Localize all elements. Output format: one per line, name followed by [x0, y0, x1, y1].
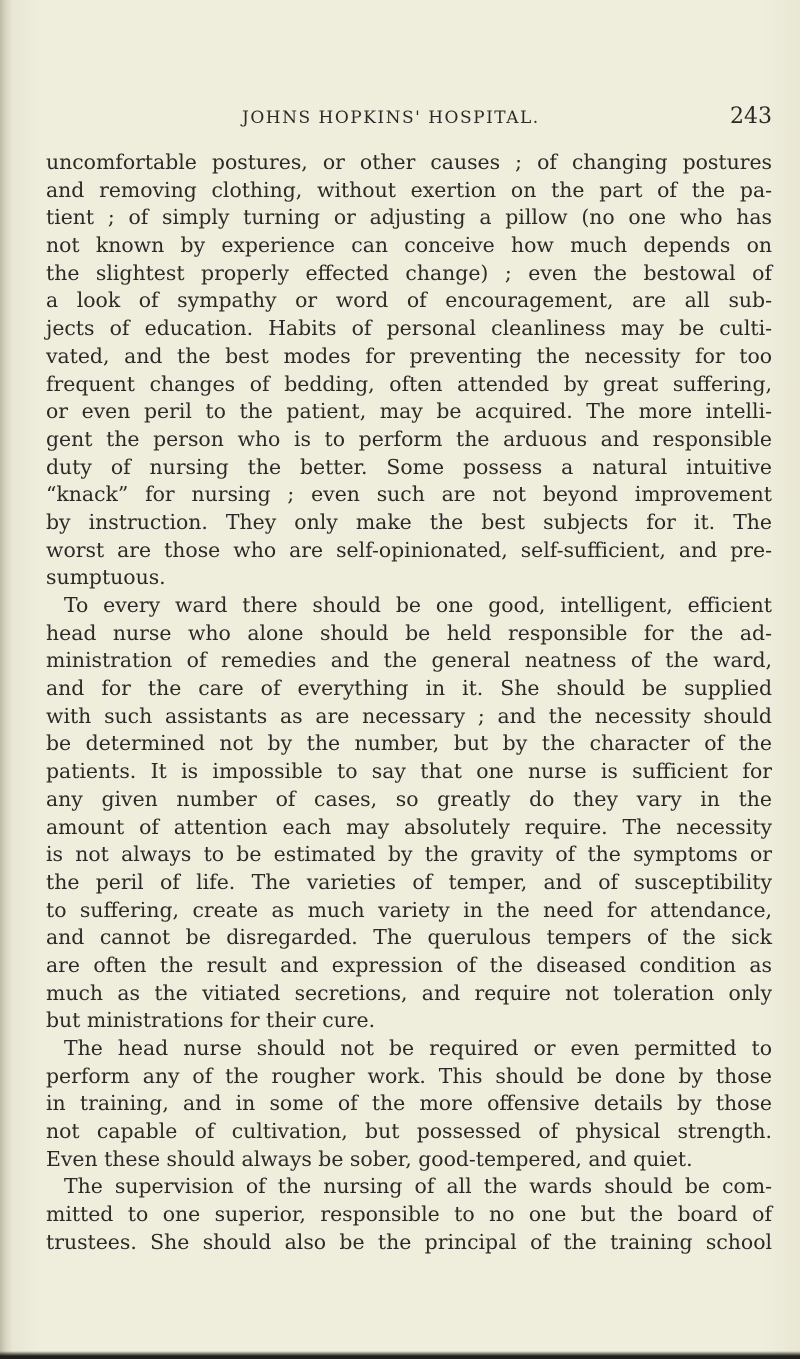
text-line: not capable of cultivation, but possessed of physical strength. — [46, 1119, 772, 1144]
text-line: or even peril to the patient, may be acquired. The more intelli- — [46, 399, 772, 424]
text-line: vated, and the best modes for preventing the necessity for too — [46, 343, 772, 368]
text-line: amount of attention each may absolutely require. The necessity — [46, 814, 772, 839]
body-text — [46, 149, 772, 1257]
text-line: be determined not by the number, but by the character of the — [46, 731, 772, 756]
text-line: not known by experience can conceive how much depends on — [46, 233, 772, 258]
page-header — [46, 104, 772, 134]
text-line: patients. It is impossible to say that one nurse is sufficient for — [46, 759, 772, 784]
paragraph-end-line: Even these should always be sober, good-tempered, and quiet. — [46, 1146, 693, 1171]
text-line: are often the result and expression of the diseased condition as — [46, 952, 772, 977]
text-line: in training, and in some of the more offensive details by those — [46, 1091, 772, 1116]
paragraph-start-line: The supervision of the nursing of all the wards should be com- — [64, 1174, 772, 1199]
text-line: uncomfortable postures, or other causes ; of changing postures — [46, 150, 772, 174]
text-line: a look of sympathy or word of encouragement, are all sub- — [46, 288, 772, 313]
text-line: and cannot be disregarded. The querulous tempers of the sick — [46, 925, 772, 950]
text-line: gent the person who is to perform the arduous and responsible — [46, 426, 772, 451]
text-line: with such assistants as are necessary ; and the necessity should — [46, 703, 772, 728]
text-line: by instruction. They only make the best subjects for it. The — [46, 509, 772, 534]
text-line: much as the vitiated secretions, and require not toleration only — [46, 980, 772, 1005]
text-line: any given number of cases, so greatly do they vary in the — [46, 786, 772, 811]
text-line: the slightest properly effected change) ; even the bestowal of — [46, 260, 772, 285]
paragraph-end-line: but ministrations for their cure. — [46, 1008, 376, 1033]
text-line: duty of nursing the better. Some possess a natural intuitive — [46, 454, 772, 479]
text-line: trustees. She should also be the principal of the training school — [46, 1229, 772, 1254]
text-line: perform any of the rougher work. This should be done by those — [46, 1063, 772, 1088]
text-line: “knack” for nursing ; even such are not beyond improvement — [46, 482, 772, 507]
page-bottom-edge — [0, 1351, 800, 1359]
gutter-shadow — [0, 0, 12, 1359]
text-line: to suffering, create as much variety in the need for attendance, — [46, 897, 772, 922]
text-line: and removing clothing, without exertion on the part of the pa- — [46, 177, 772, 202]
paragraph-start-line: The head nurse should not be required or even permitted to — [64, 1036, 772, 1060]
text-line: head nurse who alone should be held responsible for the ad- — [46, 620, 772, 645]
running-head: JOHNS HOPKINS' HOSPITAL. — [242, 108, 540, 128]
text-line: is not always to be estimated by the gravity of the symptoms or — [46, 842, 772, 867]
text-line: mitted to one superior, responsible to no one but the board of — [46, 1202, 772, 1227]
text-line: worst are those who are self-opinionated, self-sufficient, and pre- — [46, 537, 772, 562]
paragraph-end-line: sumptuous. — [46, 565, 166, 590]
text-line: frequent changes of bedding, often attended by great suffering, — [46, 371, 772, 396]
text-line: jects of education. Habits of personal cleanliness may be culti- — [46, 316, 772, 341]
text-line: the peril of life. The varieties of temper, and of susceptibility — [46, 869, 772, 894]
text-line: and for the care of everything in it. She should be supplied — [46, 676, 772, 701]
text-line: ministration of remedies and the general neatness of the ward, — [46, 648, 772, 673]
paragraph-start-line: To every ward there should be one good, intelligent, efficient — [64, 593, 772, 617]
text-line: tient ; of simply turning or adjusting a pillow (no one who has — [46, 205, 772, 230]
page-number: 243 — [730, 104, 772, 129]
